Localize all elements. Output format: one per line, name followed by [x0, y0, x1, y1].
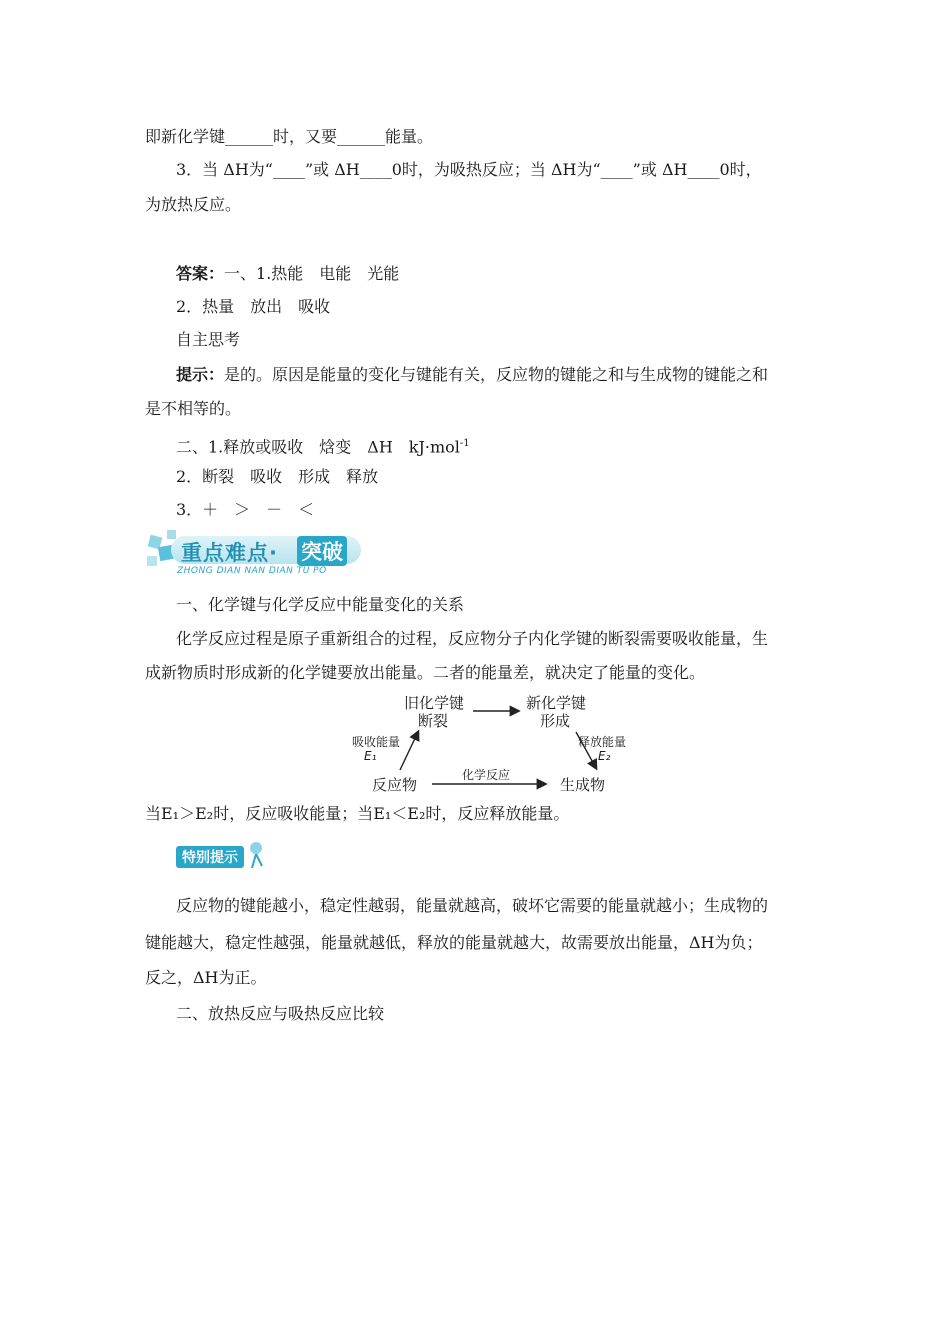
form-label: 形成 [540, 712, 571, 730]
hint-text: 是的。原因是能量的变化与键能有关，反应物的键能之和与生成物的键能之和 [224, 365, 769, 384]
old-bond-label: 旧化学键 [404, 694, 465, 712]
text-line: 为放热反应。 [145, 195, 242, 214]
e1-label: E₁ [364, 749, 377, 763]
banner-subtitle: ZHONG DIAN NAN DIAN TU PO [177, 566, 327, 576]
product-label: 生成物 [560, 776, 606, 794]
reactant-label: 反应物 [372, 776, 418, 794]
hint-line [176, 365, 768, 385]
arrow-reactant-to-break [400, 732, 418, 770]
paragraph-line: 成新物质时形成新的化学键要放出能量。二者的能量差，就决定了能量的变化。 [145, 663, 706, 682]
answer-label: 答案： [176, 264, 225, 283]
text-line: 3．＋ ＞ － ＜ [176, 500, 315, 519]
text-line: 2．断裂 吸收 形成 释放 [176, 467, 379, 486]
text-line: 是不相等的。 [145, 399, 242, 418]
new-bond-label: 新化学键 [526, 694, 587, 712]
text-line [176, 434, 470, 457]
section-heading: 二、放热反应与吸热反应比较 [176, 1004, 385, 1023]
paragraph-line: 化学反应过程是原子重新组合的过程，反应物分子内化学键的断裂需要吸收能量，生 [176, 629, 769, 648]
tip-paragraph-line: 反应物的键能越小，稳定性越弱，能量就越高，破坏它需要的能量就越小；生成物的 [176, 896, 769, 915]
break-label: 断裂 [418, 712, 449, 730]
text-line: 自主思考 [176, 330, 241, 349]
release-energy-label: 释放能量 [578, 735, 627, 749]
sec2-item1: 二、1.释放或吸收 焓变 ΔH kJ·mol [176, 437, 460, 457]
answer-text: 一、1.热能 电能 光能 [224, 264, 400, 283]
condition-line: 当E₁＞E₂时，反应吸收能量；当E₁＜E₂时，反应释放能量。 [145, 804, 570, 823]
text-line: 2．热量 放出 吸收 [176, 297, 331, 316]
reaction-label: 化学反应 [462, 768, 511, 782]
banner-highlight: 突破 [297, 536, 347, 566]
sparkle-icon [246, 840, 270, 870]
text-line: 即新化学键______时，又要______能量。 [145, 127, 434, 146]
hint-label: 提示： [176, 365, 225, 384]
special-tip-badge [176, 840, 276, 870]
tip-paragraph-line: 键能越大，稳定性越强，能量就越低，释放的能量就越大，故需要放出能量，ΔH为负； [145, 933, 763, 952]
section-banner [145, 524, 365, 580]
unit-superscript: -1 [459, 438, 470, 449]
section-heading: 一、化学键与化学反应中能量变化的关系 [176, 595, 465, 614]
e2-label: E₂ [598, 749, 611, 763]
tip-label: 特别提示 [176, 846, 244, 868]
absorb-energy-label: 吸收能量 [352, 735, 401, 749]
tip-paragraph-line: 反之，ΔH为正。 [145, 968, 267, 987]
energy-diagram [340, 690, 660, 800]
text-line: 3．当 ΔH为“____”或 ΔH____0时，为吸热反应；当 ΔH为“____”或 ΔH____0时， [176, 160, 762, 179]
answer-line [176, 264, 399, 284]
banner-title: 重点难点· [181, 541, 278, 565]
